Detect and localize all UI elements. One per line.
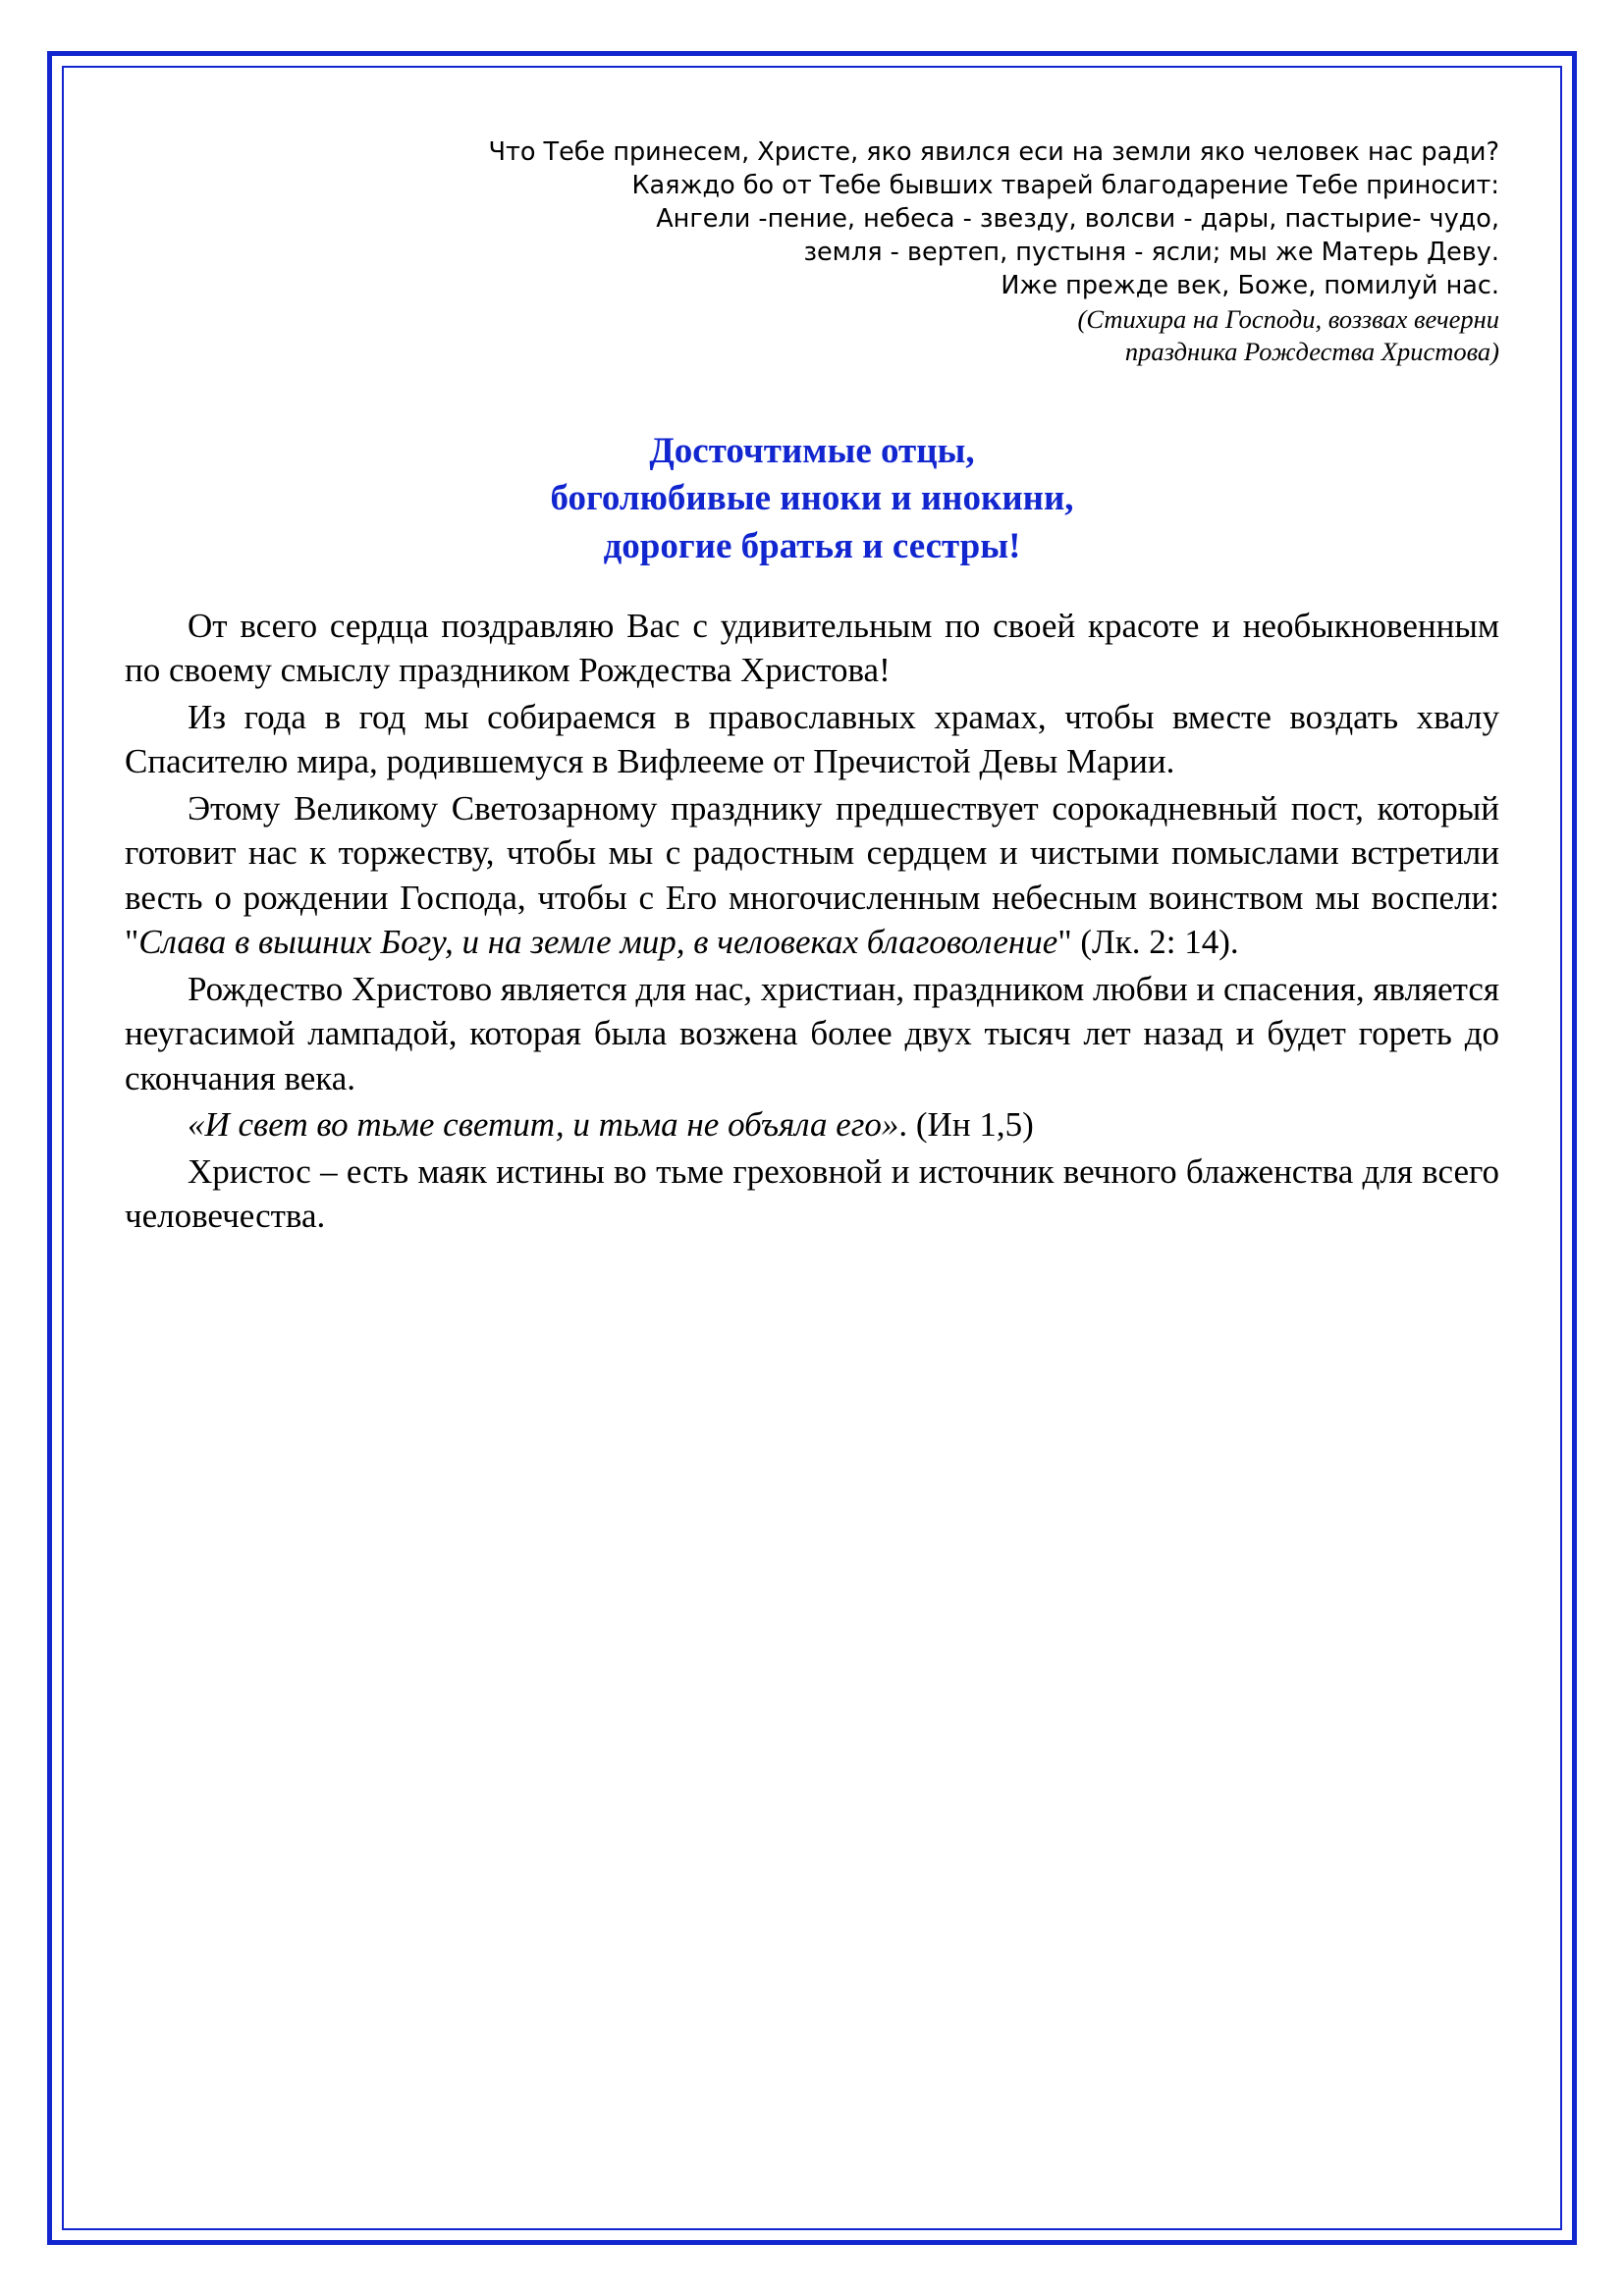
paragraph-5-reference: . (Ин 1,5) — [898, 1105, 1034, 1145]
epigraph-line-1: Что Тебе принесем, Христе, яко явился еси на земли яко человек нас ради? — [488, 137, 1499, 167]
paragraph-6: Христос – есть маяк истины во тьме греховной и источник вечного блаженства для всего человечества. — [125, 1151, 1499, 1236]
paragraph-2: Из года в год мы собираемся в православных храмах, чтобы вместе воздать хвалу Спасителю мира, родившемуся в Вифлееме от Пречистой Девы Марии. — [125, 697, 1499, 781]
epigraph-line-4: земля - вертеп, пустыня - ясли; мы же Матерь Деву. — [803, 237, 1499, 267]
epigraph-line-5: Иже прежде век, Боже, помилуй нас. — [1001, 270, 1499, 300]
epigraph-source-line-2: праздника Рождества Христова) — [1124, 337, 1499, 367]
paragraph-3-scripture-quote: Слава в вышних Богу, и на земле мир, в человеках благоволение — [138, 923, 1058, 962]
paragraph-4: Рождество Христово является для нас, христиан, праздником любви и спасения, является неугасимой лампадой, которая была возжена более двух тысяч лет назад и будет гореть до скончания века. — [125, 969, 1499, 1097]
epigraph-line-2: Каяждо бо от Тебе бывших тварей благодарение Тебе приносит: — [631, 170, 1499, 200]
paragraph-5-scripture-quote: «И свет во тьме светит, и тьма не объяла его» — [188, 1105, 899, 1145]
epigraph-block — [125, 136, 1499, 369]
paragraph-3 — [125, 786, 1499, 965]
paragraph-3-lead: Этому Великому Светозарному празднику предшествует сорокадневный пост, который готовит нас к торжеству, чтобы мы с радостным сердцем и чистыми помыслами встретили весть о рождении Господа, чтобы с Его многочисленным небесным воинством мы воспели: " — [125, 788, 1499, 962]
paragraph-3-reference: " (Лк. 2: 14). — [1057, 923, 1239, 962]
paragraph-5 — [125, 1102, 1499, 1148]
page-border-outer — [47, 51, 1577, 2245]
title-line-2: боголюбивые иноки и инокини, — [550, 478, 1074, 519]
epigraph-line-3: Ангели -пение, небеса - звезду, волсви - дары, пастырие- чудо, — [656, 203, 1499, 234]
paragraph-1: От всего сердца поздравляю Вас с удивительным по своей красоте и необыкновенным по своему смыслу праздником Рождества Христова! — [125, 606, 1499, 690]
page-border-inner — [62, 66, 1562, 2230]
epigraph-source-line-1: (Стихира на Господи, воззвах вечерни — [1077, 303, 1499, 334]
body-text — [125, 604, 1499, 1239]
title-line-3: дорогие братья и сестры! — [603, 525, 1021, 566]
page-content — [125, 136, 1499, 1239]
title-line-1: Досточтимые отцы, — [649, 431, 975, 472]
page-title — [125, 428, 1499, 569]
